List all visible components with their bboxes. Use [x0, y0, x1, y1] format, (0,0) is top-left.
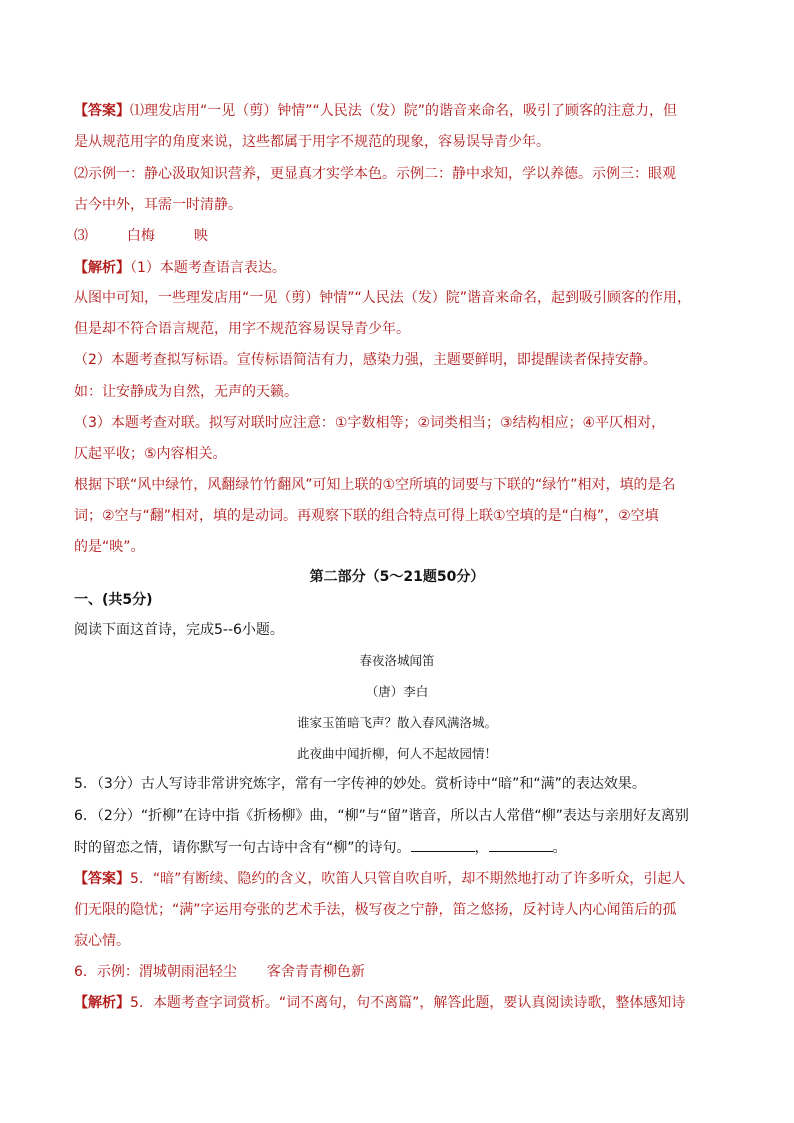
poem-line-1: 谁家玉笛暗飞声？散入春风满洛城。 — [296, 715, 497, 730]
answer-text-1: ⑴理发店用“一见（剪）钟情”“人民法（发）院”的谐音来命名，吸引了顾客的注意力，但 — [130, 103, 678, 119]
analysis-line-1 — [74, 258, 286, 278]
answer-blank-2[interactable] — [489, 837, 553, 852]
section-heading: 一、(共5分) — [74, 592, 153, 608]
analysis-line-8: 根据下联“风中绿竹，风翻绿竹竹翻风”可知上联的①空所填的词要与下联的“绿竹”相对，填的是名 — [74, 477, 676, 493]
analysis-line-7: 仄起平收；⑤内容相关。 — [74, 446, 227, 462]
answer-item-3-b: 映 — [193, 228, 208, 244]
analysis-line-3: 但是却不符合语言规范，用字不规范容易误导青少年。 — [74, 321, 410, 337]
analysis-line-10: 的是“映”。 — [74, 539, 145, 555]
analysis2-tag: 【解析】 — [74, 995, 130, 1011]
analysis-text-1: （1）本题考查语言表达。 — [130, 260, 286, 276]
answer2-tag: 【答案】 — [74, 871, 130, 887]
analysis-tag: 【解析】 — [74, 260, 130, 276]
answer2-line-4 — [74, 962, 365, 982]
answer2-text-1: 5．“暗”有断续、隐约的含义，吹笛人只管自吹自听，却不期然地打动了许多听众，引起人 — [130, 871, 686, 887]
analysis-line-9: 词；②空与“翻”相对，填的是动词。再观察下联的组合特点可得上联①空填的是“白梅”，②空填 — [74, 508, 659, 524]
answer-blank-1[interactable] — [411, 837, 475, 852]
analysis2-line-1 — [74, 993, 685, 1013]
analysis2-text-1: 5．本题考查字词赏析。“词不离句，句不离篇”，解答此题，要认真阅读诗歌，整体感知诗 — [130, 995, 686, 1011]
answer-line-1 — [74, 101, 677, 121]
answer-line-5 — [74, 226, 208, 246]
poem-line-2: 此夜曲中闻折柳，何人不起故园情！ — [296, 746, 497, 761]
question-6-separator: ， — [474, 840, 489, 856]
reading-instructions: 阅读下面这首诗，完成5--6小题。 — [74, 622, 284, 638]
part-two-heading: 第二部分（5～21题50分） — [309, 569, 485, 585]
answer2-item-6-b: 客舍青青柳色新 — [266, 964, 365, 980]
answer2-item-6-a: 6．示例：渭城朝雨浥轻尘 — [74, 964, 237, 980]
answer-line-3: ⑵示例一：静心汲取知识营养，更显真才实学本色。示例二：静中求知，学以养德。示例三：眼观 — [74, 166, 676, 182]
answer-item-3-a: 白梅 — [126, 228, 155, 244]
poem-author: （唐）李白 — [365, 684, 429, 699]
question-6-text: 时的留恋之情，请你默写一句古诗中含有“柳”的诗句。 — [74, 840, 411, 856]
analysis-line-5: 如：让安静成为自然，无声的天籁。 — [74, 384, 298, 400]
answer-tag: 【答案】 — [74, 103, 130, 119]
poem-title: 春夜洛城闻笛 — [359, 653, 435, 668]
answer2-line-3: 寂心情。 — [74, 933, 130, 949]
answer-line-2: 是从规范用字的角度来说，这些都属于用字不规范的现象，容易误导青少年。 — [74, 134, 550, 150]
question-5: 5．（3分）古人写诗非常讲究炼字，常有一字传神的妙处。赏析诗中“暗”和“满”的表达效果。 — [74, 776, 646, 792]
answer2-line-1 — [74, 869, 685, 889]
analysis-line-6: （3）本题考查对联。拟写对联时应注意：①字数相等；②词类相当；③结构相应；④平仄相对， — [74, 415, 666, 431]
analysis-line-4: （2）本题考查拟写标语。宣传标语简洁有力，感染力强，主题要鲜明，即提醒读者保持安静。 — [74, 352, 657, 368]
answer-line-4: 古今中外，耳需一时清静。 — [74, 197, 242, 213]
answer-item-3-number: ⑶ — [74, 228, 88, 244]
answer2-line-2: 们无限的隐忧；“满”字运用夸张的艺术手法，极写夜之宁静，笛之悠扬，反衬诗人内心闻笛后的孤 — [74, 902, 677, 918]
question-6-line-1: 6．（2分）“折柳”在诗中指《折杨柳》曲，“柳”与“留”谐音，所以古人常借“柳”表达与亲朋好友离别 — [74, 808, 689, 824]
question-6-end: 。 — [552, 840, 567, 856]
analysis-line-2: 从图中可知，一些理发店用“一见（剪）钟情”“人民法（发）院”谐音来命名，起到吸引顾客的作用， — [74, 290, 692, 306]
question-6-line-2 — [74, 837, 567, 858]
